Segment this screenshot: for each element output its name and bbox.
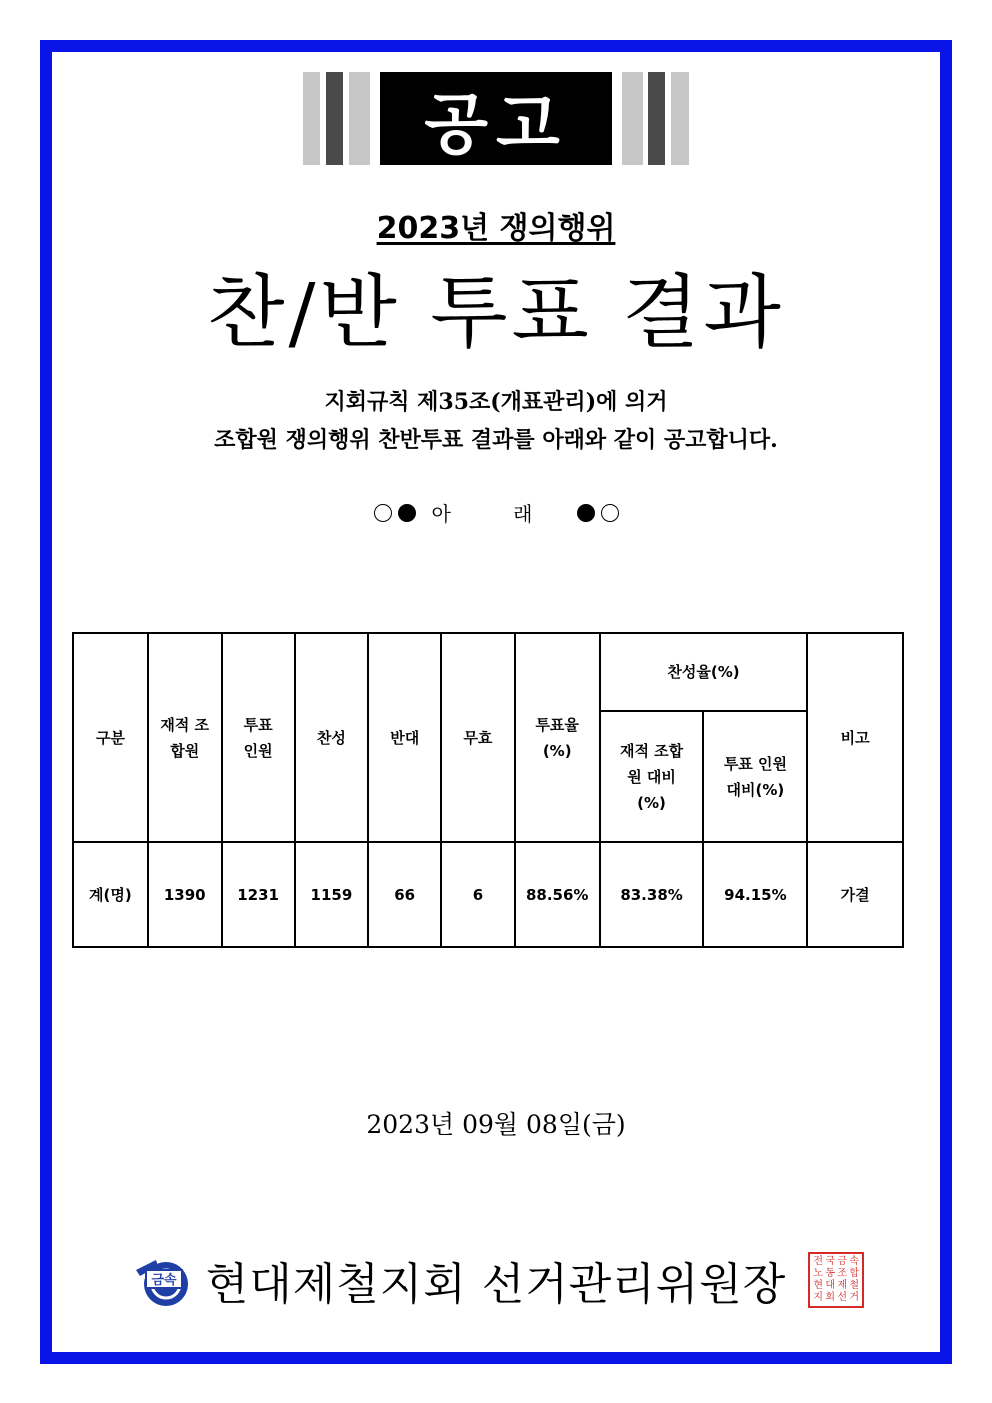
header-voters: 투표 인원 <box>222 633 295 842</box>
banner-stripe <box>622 72 643 165</box>
committee-chair-name: 현대제철지회 선거관리위원장 <box>205 1259 787 1310</box>
notice-date: 2023년 09월 08일(금) <box>366 1110 626 1139</box>
seal-glyph: 노 <box>813 1268 824 1279</box>
cell-approval-voters: 94.15% <box>703 842 807 947</box>
seal-glyph: 국 <box>825 1256 836 1267</box>
cell-enrolled: 1390 <box>148 842 222 947</box>
cell-yes: 1159 <box>295 842 369 947</box>
vote-result-table <box>72 632 904 948</box>
header-approval-enrolled: 재적 조합원 대비(%) <box>600 711 704 842</box>
banner-stripe <box>326 72 343 165</box>
seal-glyph: 회 <box>825 1292 836 1303</box>
header-category: 구분 <box>73 633 148 842</box>
banner-stripe <box>303 72 320 165</box>
below-label: 아 래 <box>431 502 561 526</box>
seal-glyph: 전 <box>813 1256 824 1267</box>
table-row <box>73 842 903 947</box>
header-approval: 찬성율(%) <box>600 633 808 711</box>
cell-no: 66 <box>368 842 441 947</box>
banner-stripe <box>648 72 665 165</box>
seal-glyph: 금 <box>837 1256 848 1267</box>
cell-note: 가결 <box>807 842 903 947</box>
below-heading <box>0 498 992 527</box>
banner-stripe <box>349 72 370 165</box>
seal-glyph: 거 <box>849 1292 860 1303</box>
cell-turnout: 88.56% <box>515 842 600 947</box>
notice-badge: 공고 <box>380 72 612 165</box>
cell-voters: 1231 <box>222 842 295 947</box>
subtitle: 2023년 쟁의행위 <box>376 211 616 246</box>
seal-glyph: 조 <box>837 1268 848 1279</box>
intro-line-2: 조합원 쟁의행위 찬반투표 결과를 아래와 같이 공고합니다. <box>214 427 778 453</box>
seal-glyph: 제 <box>837 1280 848 1291</box>
cell-approval-enrolled: 83.38% <box>600 842 704 947</box>
seal-glyph: 현 <box>813 1280 824 1291</box>
header-yes: 찬성 <box>295 633 369 842</box>
seal-glyph: 지 <box>813 1292 824 1303</box>
seal-glyph: 철 <box>849 1280 860 1291</box>
seal-glyph: 대 <box>825 1280 836 1291</box>
header-turnout: 투표율 (%) <box>515 633 600 842</box>
seal-glyph: 선 <box>837 1292 848 1303</box>
banner-stripe <box>671 72 689 165</box>
seal-glyph: 속 <box>849 1256 860 1267</box>
page-title: 찬/반 투표 결과 <box>207 266 785 359</box>
intro-line-1: 지회규칙 제35조(개표관리)에 의거 <box>324 389 668 415</box>
filled-circle-icon <box>577 504 595 522</box>
signature-block <box>0 1248 992 1312</box>
svg-text:금속: 금속 <box>151 1273 177 1288</box>
cell-category: 계(명) <box>73 842 148 947</box>
cell-invalid: 6 <box>441 842 515 947</box>
filled-circle-icon <box>398 504 416 522</box>
header-no: 반대 <box>368 633 441 842</box>
official-seal-stamp <box>808 1252 864 1308</box>
seal-glyph: 동 <box>825 1268 836 1279</box>
header-invalid: 무효 <box>441 633 515 842</box>
header-approval-voters: 투표 인원 대비(%) <box>703 711 807 842</box>
union-logo-icon <box>128 1250 198 1310</box>
open-circle-icon <box>374 504 392 522</box>
header-enrolled: 재적 조합원 <box>148 633 222 842</box>
seal-glyph: 합 <box>849 1268 860 1279</box>
open-circle-icon <box>601 504 619 522</box>
header-note: 비고 <box>807 633 903 842</box>
